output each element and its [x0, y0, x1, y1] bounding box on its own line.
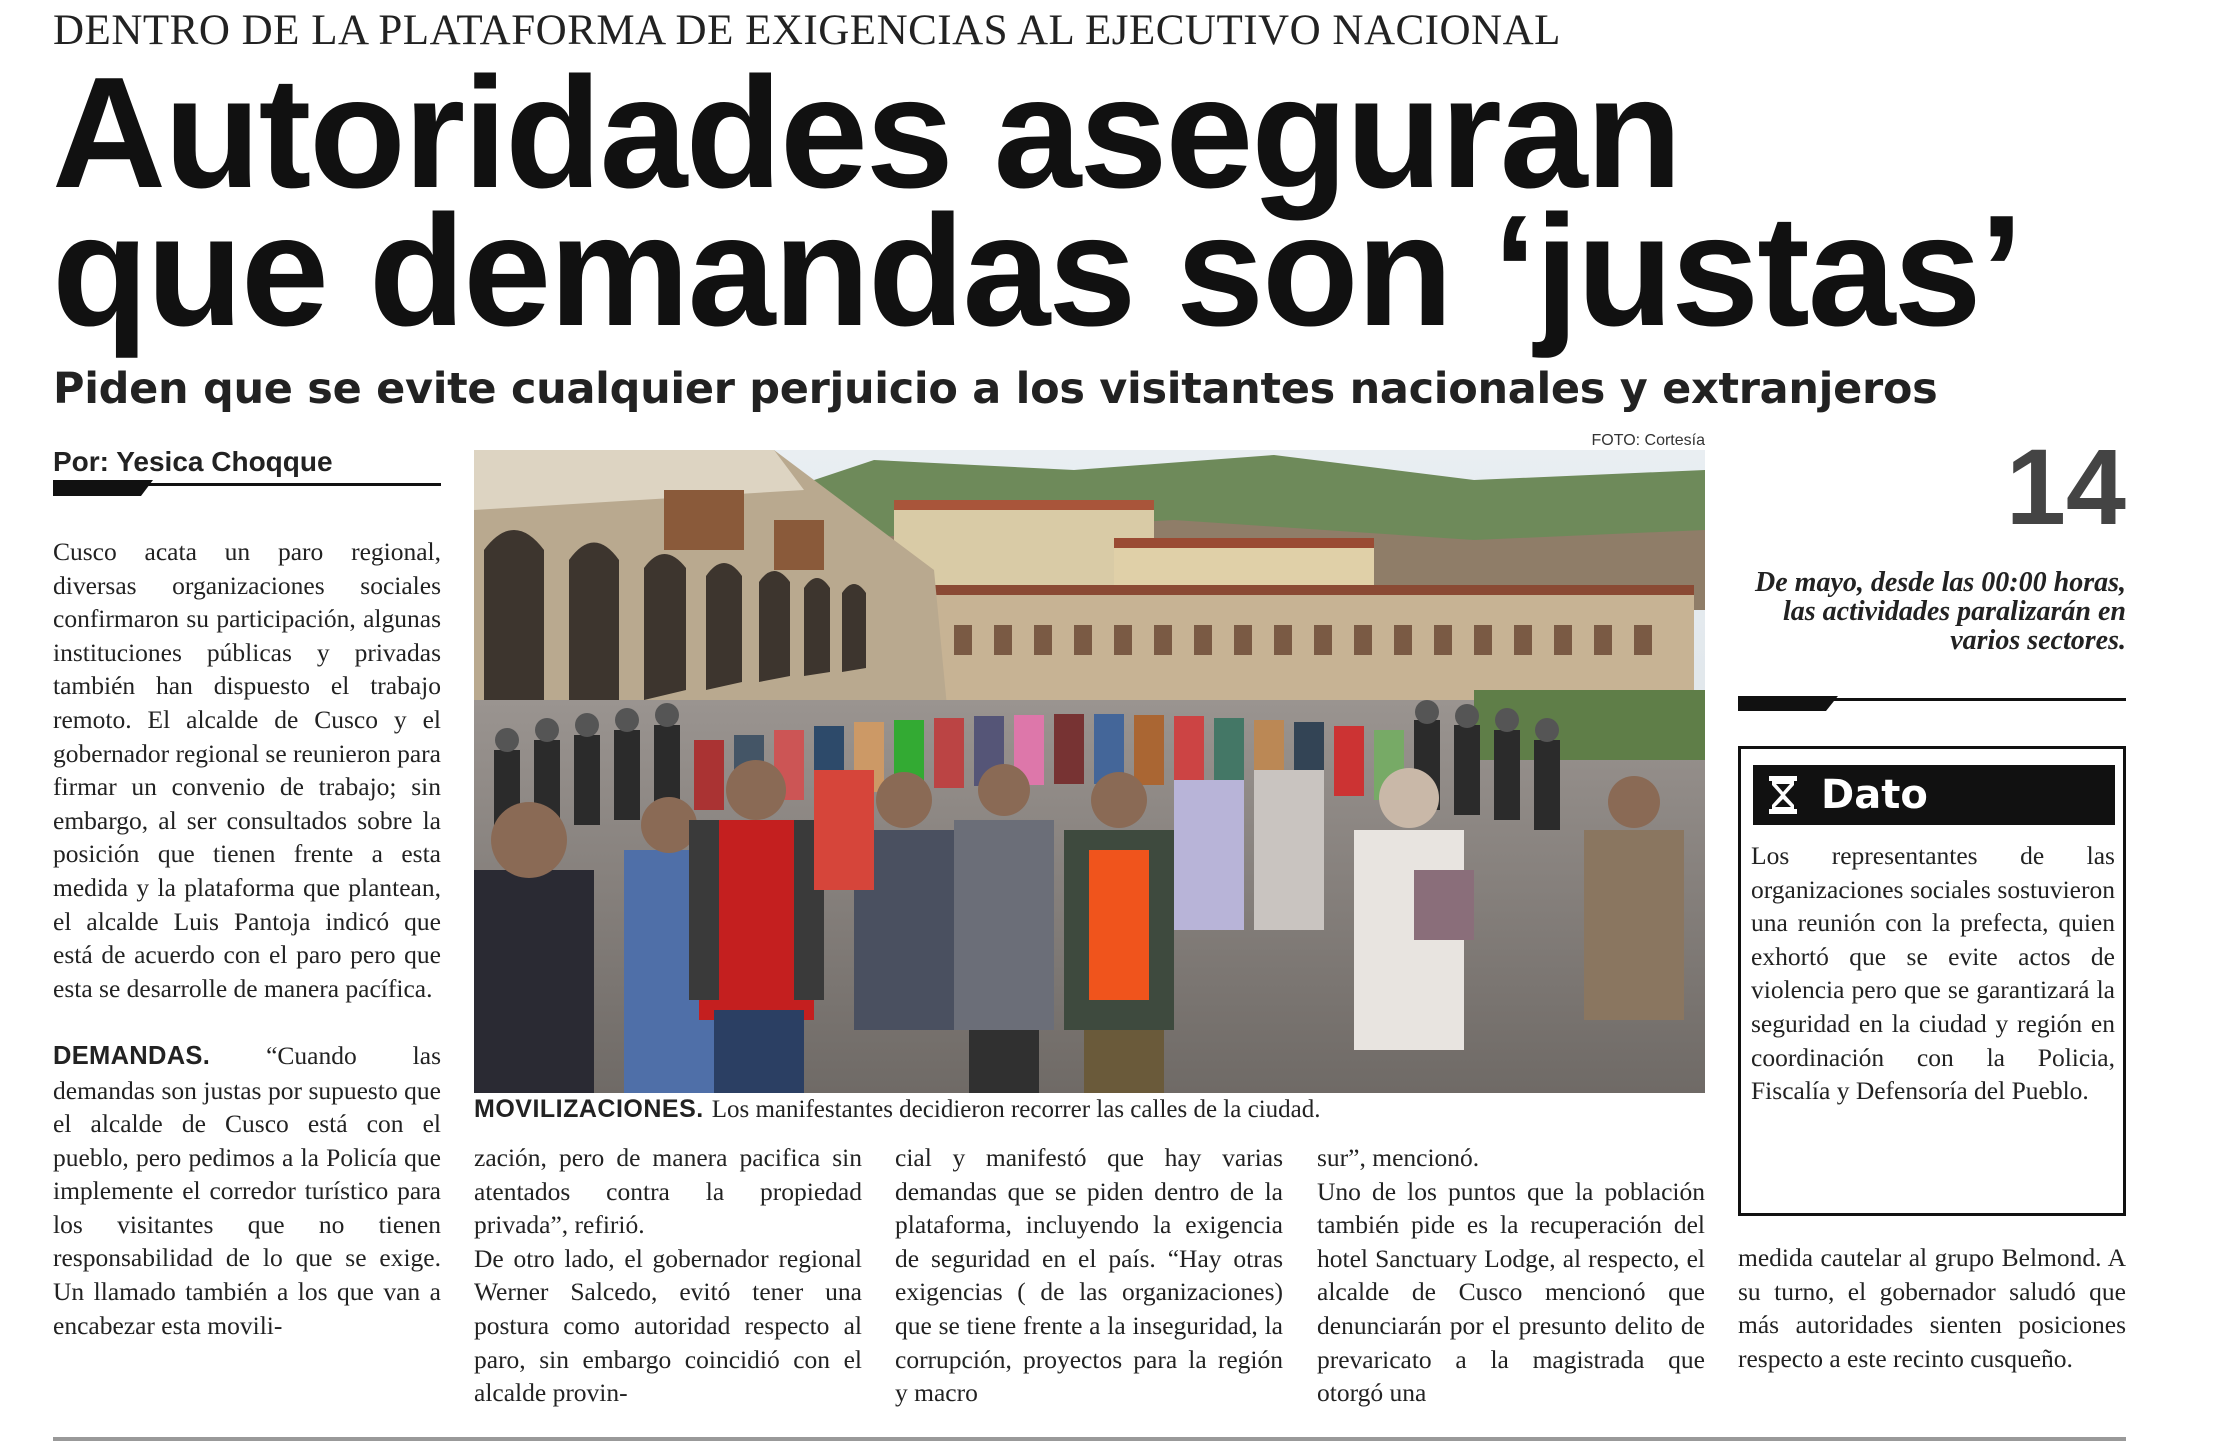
article-text-col4: sur”, mencionó.: [1317, 1143, 1480, 1172]
dato-title: Dato: [1821, 772, 1928, 818]
protest-march-photo: [474, 450, 1705, 1093]
dato-box: [1738, 746, 2126, 1216]
article-text-col2: zación, pero de manera pacifica sin atentados contra la propiedad privada”, refirió.: [474, 1143, 862, 1240]
headline-line-1: Autoridades aseguran: [52, 45, 1681, 221]
headline-line-2: que demandas son ‘justas’: [52, 183, 2022, 359]
dato-header: [1753, 765, 2115, 825]
stat-description: De mayo, desde las 00:00 horas, las actividades paralizarán en varios sectores.: [1755, 567, 2126, 656]
photo-credit: FOTO: Cortesía: [1591, 432, 1705, 449]
section-label-demandas: DEMANDAS.: [53, 1041, 211, 1070]
byline-accent: [53, 480, 153, 496]
dato-text: Los representantes de las organizaciones sociales sostuvieron una reunión con la prefecta, quien exhortó que se evite actos de violencia pero que se garantizará la seguridad en la ciudad y región en coordinación con la Policia, Fiscalía y Defensoría del Pueblo.: [1751, 841, 2115, 1106]
byline: Por: Yesica Choqque: [53, 446, 333, 477]
article-column-3: [895, 1141, 1283, 1413]
headline: [52, 45, 2152, 359]
hourglass-icon-svg: [1757, 769, 1809, 821]
article-column-5: [1738, 1241, 2126, 1375]
subheadline: Piden que se evite cualquier perjuicio a los visitantes nacionales y extranjeros: [53, 364, 1938, 414]
caption-label: MOVILIZACIONES.: [474, 1095, 704, 1123]
kicker: DENTRO DE LA PLATAFORMA DE EXIGENCIAS AL EJECUTIVO NACIONAL: [53, 7, 1561, 54]
article-text-col5: medida cautelar al grupo Belmond. A su turno, el gobernador saludó que más autoridades sienten posiciones respecto a este recinto cusqueño.: [1738, 1243, 2126, 1373]
bottom-rule: [53, 1437, 2126, 1441]
article-column-1: [53, 535, 441, 1376]
stat-number: 14: [2005, 426, 2126, 547]
article-text-col2-b: De otro lado, el gobernador regional Werner Salcedo, evitó tener una postura como autoridad respecto al paro, sin embargo coincidió con el alcalde provin-: [474, 1243, 862, 1408]
article-text-col3: cial y manifestó que hay varias demandas que se piden dentro de la plataforma, incluyendo la exigencia de seguridad en el país. “Hay otras exigencias ( de las organizaciones) que se tiene frente a la inseguridad, la corrupción, proyectos para la región y macro: [895, 1143, 1283, 1408]
news-photo: [474, 450, 1705, 1093]
article-text-col4-b: Uno de los puntos que la población también pide es la recuperación del hotel Sanctuary Lodge, al respecto, el alcalde de Cusco mencionó que denunciarán por el presunto delito de prevaricato a la magistrada que otorgó una: [1317, 1176, 1705, 1408]
caption-text: Los manifestantes decidieron recorrer las calles de la ciudad.: [711, 1096, 1321, 1123]
article-paragraph-intro: Cusco acata un paro regional, diversas organizaciones sociales confirmaron su participación, algunas instituciones públicas y privadas también han dispuesto el trabajo remoto. El alcalde de Cusco y el gobernador regional se reunieron para firmar un convenio de trabajo; sin embargo, al ser consultados sobre la posición que tienen frente a esta medida y la plataforma que plantean, el alcalde Luis Pantoja indicó que está de acuerdo con el paro pero que esta se desarrolle de manera pacífica.: [53, 537, 441, 1003]
article-text-demandas: “Cuando las demandas son justas por supuesto que el alcalde de Cusco está con el pueblo, pero pedimos a la Policía que implemente el corredor turístico para los visitantes que no tienen responsabilidad de lo que se exige. Un llamado también a los que van a encabezar esta movili-: [53, 1040, 441, 1340]
article-column-4: [1317, 1141, 1705, 1413]
stat-accent: [1738, 696, 1838, 711]
article-column-2: [474, 1141, 862, 1413]
article-paragraph-demandas: [53, 1039, 441, 1342]
hourglass-icon: [1757, 769, 1809, 821]
photo-caption: [474, 1095, 1705, 1124]
